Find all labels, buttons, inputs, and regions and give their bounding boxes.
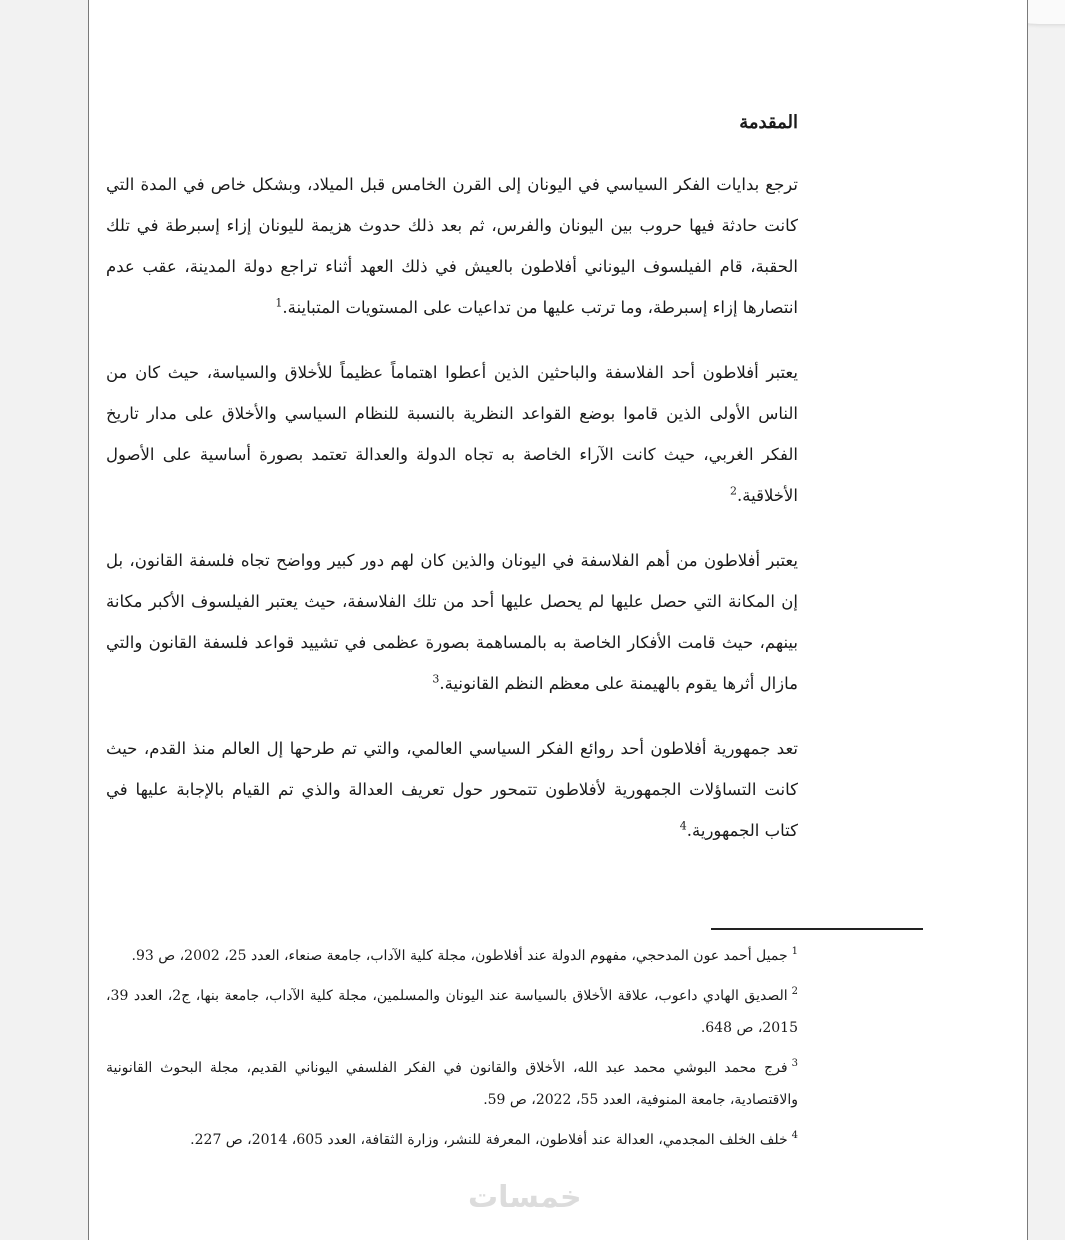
footnote-separator xyxy=(711,928,923,930)
footnotes xyxy=(106,940,798,1164)
footnote-1: $^1$جميل أحمد عون المدحجي، مفهوم الدولة عند أفلاطون، مجلة كلية الآداب، جامعة صنعاء، العدد 25، 2002، ص 93. xyxy=(131,946,798,964)
section-heading: المقدمة xyxy=(739,112,798,133)
footnote-ref-4[interactable]: 4 xyxy=(679,819,687,833)
watermark-logo: خمسات xyxy=(468,1180,582,1215)
footnote-2: $^2$الصديق الهادي داعوب، علاقة الأخلاق بالسياسة عند اليونان والمسلمين، مجلة كلية الآداب، جامعة بنها، ج2، العدد 39، 2015، ص 648. xyxy=(106,986,798,1036)
document-body xyxy=(106,104,798,875)
footnote-ref-3[interactable]: 3 xyxy=(432,672,440,686)
paragraph-2: يعتبر أفلاطون أحد الفلاسفة والباحثين الذين أعطوا اهتماماً عظيماً للأخلاق والسياسة، حيث كان من الناس الأولى الذين قاموا بوضع القواعد النظرية بالنسبة للنظام السياسي والأخلاق على مدار تاريخ الفكر الغربي، حيث كانت الآراء الخاصة به تجاه الدولة والعدالة تعتمد بصورة أساسية على الأصول الأخلاقية.$^2$ xyxy=(106,363,798,505)
paragraph-4: تعد جمهورية أفلاطون أحد روائع الفكر السياسي العالمي، والتي تم طرحها إل العالم منذ القدم، حيث كانت التساؤلات الجمهورية لأفلاطون تتمحور حول تعريف العدالة والذي تم القيام بالإجابة عليها في كتاب الجمهورية.$^4$ xyxy=(106,739,798,840)
footnote-ref-1[interactable]: 1 xyxy=(275,296,283,310)
footnote-4: $^4$خلف الخلف المجدمي، العدالة عند أفلاطون، المعرفة للنشر، وزارة الثقافة، العدد 605، 2014، ص 227. xyxy=(190,1130,798,1148)
paragraph-1: ترجع بدايات الفكر السياسي في اليونان إلى القرن الخامس قبل الميلاد، وبشكل خاص في المدة التي كانت حادثة فيها حروب بين اليونان والفرس، ثم بعد ذلك حدوث هزيمة لليونان إزاء إسبرطة في تلك الحقبة، قام الفيلسوف اليوناني أفلاطون بالعيش في ذلك العهد أثناء تراجع دولة المدينة، عقب عدم انتصارها إزاء إسبرطة، وما ترتب عليها من تداعيات على المستويات المتباينة.$^1$ xyxy=(106,175,798,317)
paragraph-3: يعتبر أفلاطون من أهم الفلاسفة في اليونان والذين كان لهم دور كبير وواضح تجاه فلسفة القانون، بل إن المكانة التي حصل عليها لم يحصل عليها أحد من تلك الفلاسفة، حيث يعتبر الفيلسوف الأكبر مكانة بينهم، حيث قامت الأفكار الخاصة به بالمساهمة بصورة عظمى في تشييد قواعد فلسفة القانون والتي مازال أثرها يقوم بالهيمنة على معظم النظم القانونية.$^3$ xyxy=(106,551,798,693)
footnote-3: $^3$فرج محمد البوشي محمد عبد الله، الأخلاق والقانون في الفكر الفلسفي اليوناني القديم، مجلة البحوث القانونية والاقتصادية، جامعة المنوفية، العدد 55، 2022، ص 59. xyxy=(106,1058,798,1108)
footnote-ref-2[interactable]: 2 xyxy=(730,484,737,498)
